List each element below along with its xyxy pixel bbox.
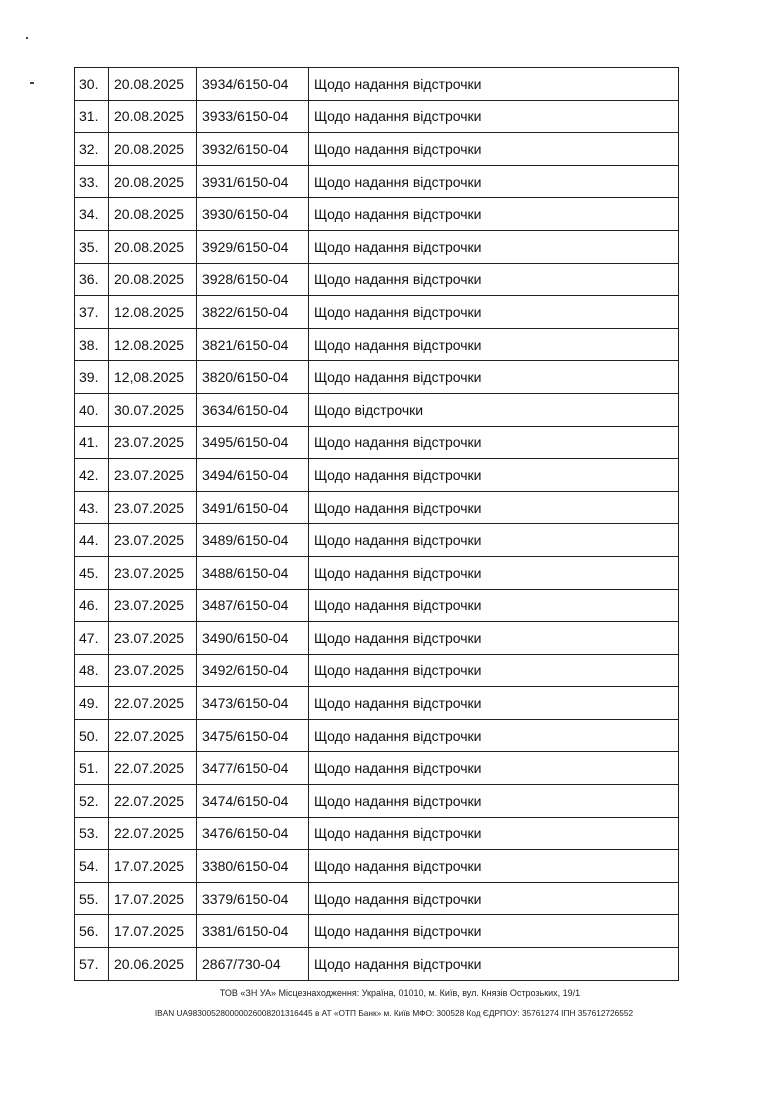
row-date: 22.07.2025: [109, 719, 197, 752]
row-subject: Щодо надання відстрочки: [309, 133, 679, 166]
row-subject: Щодо надання відстрочки: [309, 296, 679, 329]
footer-address: ТОВ «ЗН УА» Місцезнаходження: Україна, 01010, м. Київ, вул. Князів Острозьких, 19/1: [219, 988, 581, 998]
table-row: [75, 882, 679, 915]
row-reference: 3934/6150-04: [197, 68, 309, 101]
row-reference: 3634/6150-04: [197, 393, 309, 426]
row-number: 56.: [75, 915, 109, 948]
row-date: 17.07.2025: [109, 850, 197, 883]
row-subject: Щодо надання відстрочки: [309, 850, 679, 883]
row-reference: 3379/6150-04: [197, 882, 309, 915]
row-number: 55.: [75, 882, 109, 915]
table-row: [75, 165, 679, 198]
row-subject: Щодо надання відстрочки: [309, 459, 679, 492]
row-number: 30.: [75, 68, 109, 101]
row-reference: 3821/6150-04: [197, 328, 309, 361]
table-row: [75, 654, 679, 687]
row-reference: 2867/730-04: [197, 948, 309, 981]
table-row: [75, 133, 679, 166]
row-reference: 3380/6150-04: [197, 850, 309, 883]
row-number: 41.: [75, 426, 109, 459]
table-row: [75, 198, 679, 231]
table-row: [75, 719, 679, 752]
row-number: 45.: [75, 556, 109, 589]
row-number: 37.: [75, 296, 109, 329]
row-subject: Щодо надання відстрочки: [309, 719, 679, 752]
row-number: 34.: [75, 198, 109, 231]
row-subject: Щодо надання відстрочки: [309, 785, 679, 818]
row-subject: Щодо надання відстрочки: [309, 817, 679, 850]
row-date: 12.08.2025: [109, 296, 197, 329]
table-row: [75, 556, 679, 589]
scan-speck: [30, 82, 34, 84]
table-row: [75, 752, 679, 785]
row-subject: Щодо надання відстрочки: [309, 752, 679, 785]
row-reference: 3495/6150-04: [197, 426, 309, 459]
row-number: 38.: [75, 328, 109, 361]
row-reference: 3473/6150-04: [197, 687, 309, 720]
table-row: [75, 850, 679, 883]
row-subject: Щодо надання відстрочки: [309, 524, 679, 557]
row-number: 39.: [75, 361, 109, 394]
row-subject: Щодо надання відстрочки: [309, 491, 679, 524]
row-date: 22.07.2025: [109, 752, 197, 785]
row-date: 20.08.2025: [109, 198, 197, 231]
row-number: 32.: [75, 133, 109, 166]
row-date: 23.07.2025: [109, 491, 197, 524]
row-reference: 3487/6150-04: [197, 589, 309, 622]
row-reference: 3933/6150-04: [197, 100, 309, 133]
row-reference: 3820/6150-04: [197, 361, 309, 394]
row-reference: 3930/6150-04: [197, 198, 309, 231]
row-date: 17.07.2025: [109, 882, 197, 915]
row-date: 20.08.2025: [109, 133, 197, 166]
row-reference: 3494/6150-04: [197, 459, 309, 492]
row-subject: Щодо надання відстрочки: [309, 68, 679, 101]
table-row: [75, 948, 679, 981]
row-date: 23.07.2025: [109, 556, 197, 589]
row-reference: 3477/6150-04: [197, 752, 309, 785]
table-row: [75, 100, 679, 133]
row-reference: 3928/6150-04: [197, 263, 309, 296]
row-number: 36.: [75, 263, 109, 296]
table-row: [75, 915, 679, 948]
row-date: 20.08.2025: [109, 263, 197, 296]
row-date: 12,08.2025: [109, 361, 197, 394]
row-date: 20.08.2025: [109, 165, 197, 198]
row-number: 49.: [75, 687, 109, 720]
table-row: [75, 230, 679, 263]
row-date: 23.07.2025: [109, 426, 197, 459]
row-number: 40.: [75, 393, 109, 426]
row-subject: Щодо надання відстрочки: [309, 198, 679, 231]
row-reference: 3931/6150-04: [197, 165, 309, 198]
row-subject: Щодо надання відстрочки: [309, 165, 679, 198]
row-number: 43.: [75, 491, 109, 524]
row-subject: Щодо надання відстрочки: [309, 426, 679, 459]
table-row: [75, 491, 679, 524]
table-row: [75, 328, 679, 361]
row-number: 47.: [75, 622, 109, 655]
row-subject: Щодо відстрочки: [309, 393, 679, 426]
row-date: 30.07.2025: [109, 393, 197, 426]
row-number: 50.: [75, 719, 109, 752]
row-date: 23.07.2025: [109, 654, 197, 687]
row-reference: 3488/6150-04: [197, 556, 309, 589]
table-row: [75, 622, 679, 655]
row-subject: Щодо надання відстрочки: [309, 589, 679, 622]
row-number: 42.: [75, 459, 109, 492]
row-reference: 3489/6150-04: [197, 524, 309, 557]
row-number: 51.: [75, 752, 109, 785]
row-date: 23.07.2025: [109, 589, 197, 622]
row-subject: Щодо надання відстрочки: [309, 100, 679, 133]
table-row: [75, 687, 679, 720]
table-row: [75, 426, 679, 459]
row-date: 20.08.2025: [109, 230, 197, 263]
row-number: 57.: [75, 948, 109, 981]
row-number: 54.: [75, 850, 109, 883]
row-number: 44.: [75, 524, 109, 557]
row-reference: 3491/6150-04: [197, 491, 309, 524]
footer-bank-details: IBAN UA983005280000026008201316445 в АТ «ОТП Банк» м. Київ МФО: 300528 Код ЄДРПОУ: 35761274 ІПН 357612726552: [154, 1008, 634, 1018]
row-number: 52.: [75, 785, 109, 818]
row-number: 53.: [75, 817, 109, 850]
row-subject: Щодо надання відстрочки: [309, 328, 679, 361]
row-date: 22.07.2025: [109, 785, 197, 818]
row-date: 20.08.2025: [109, 100, 197, 133]
row-reference: 3474/6150-04: [197, 785, 309, 818]
table-row: [75, 68, 679, 101]
row-date: 23.07.2025: [109, 459, 197, 492]
row-date: 20.06.2025: [109, 948, 197, 981]
row-subject: Щодо надання відстрочки: [309, 882, 679, 915]
row-reference: 3822/6150-04: [197, 296, 309, 329]
row-date: 23.07.2025: [109, 524, 197, 557]
row-date: 17.07.2025: [109, 915, 197, 948]
row-reference: 3932/6150-04: [197, 133, 309, 166]
row-number: 46.: [75, 589, 109, 622]
table-row: [75, 393, 679, 426]
row-reference: 3929/6150-04: [197, 230, 309, 263]
row-subject: Щодо надання відстрочки: [309, 915, 679, 948]
row-subject: Щодо надання відстрочки: [309, 948, 679, 981]
row-subject: Щодо надання відстрочки: [309, 230, 679, 263]
scan-speck: [26, 37, 28, 39]
row-subject: Щодо надання відстрочки: [309, 361, 679, 394]
table-row: [75, 817, 679, 850]
row-subject: Щодо надання відстрочки: [309, 622, 679, 655]
row-number: 48.: [75, 654, 109, 687]
row-reference: 3492/6150-04: [197, 654, 309, 687]
row-date: 23.07.2025: [109, 622, 197, 655]
row-date: 20.08.2025: [109, 68, 197, 101]
table-row: [75, 296, 679, 329]
row-reference: 3381/6150-04: [197, 915, 309, 948]
row-date: 22.07.2025: [109, 817, 197, 850]
row-reference: 3476/6150-04: [197, 817, 309, 850]
row-reference: 3490/6150-04: [197, 622, 309, 655]
row-reference: 3475/6150-04: [197, 719, 309, 752]
letters-table-body: [75, 68, 679, 981]
row-number: 33.: [75, 165, 109, 198]
row-subject: Щодо надання відстрочки: [309, 263, 679, 296]
table-row: [75, 589, 679, 622]
row-date: 12.08.2025: [109, 328, 197, 361]
row-date: 22.07.2025: [109, 687, 197, 720]
row-number: 35.: [75, 230, 109, 263]
row-number: 31.: [75, 100, 109, 133]
row-subject: Щодо надання відстрочки: [309, 687, 679, 720]
table-row: [75, 263, 679, 296]
table-row: [75, 459, 679, 492]
row-subject: Щодо надання відстрочки: [309, 556, 679, 589]
table-row: [75, 361, 679, 394]
letters-table: [74, 67, 679, 981]
table-row: [75, 785, 679, 818]
table-row: [75, 524, 679, 557]
row-subject: Щодо надання відстрочки: [309, 654, 679, 687]
